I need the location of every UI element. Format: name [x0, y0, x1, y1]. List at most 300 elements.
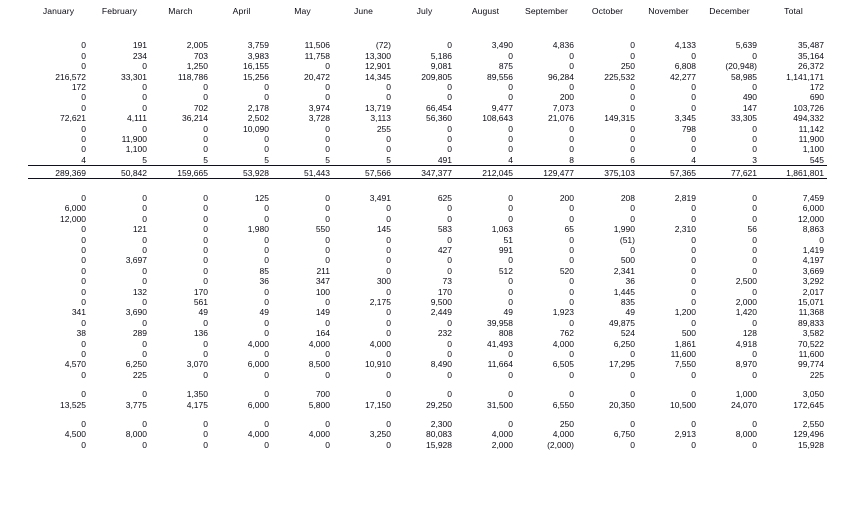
cell-value: 3,697 [125, 255, 147, 266]
cell-value: 33,305 [731, 113, 757, 124]
cell-value: 0 [569, 213, 574, 224]
cell-value: 0 [81, 245, 86, 256]
cell-value: 0 [264, 286, 269, 297]
cell-value: 0 [569, 133, 574, 144]
cell-value: 0 [630, 123, 635, 134]
cell-value: 0 [508, 92, 513, 103]
row-tail-spacer [827, 349, 841, 359]
cell-total: 11,900 [798, 133, 824, 144]
column-header-may: May [294, 6, 311, 16]
cell-value: 0 [386, 213, 391, 224]
cell-value: 3,250 [369, 429, 391, 440]
table-row [0, 102, 841, 112]
cell-value: 0 [569, 348, 574, 359]
row-tail-spacer [827, 50, 841, 60]
cell-value: 0 [630, 92, 635, 103]
cell-value: 208 [620, 193, 635, 204]
cell-value: 9,500 [430, 296, 452, 307]
cell-value: 42,277 [670, 71, 696, 82]
cell-total: 11,600 [798, 348, 824, 359]
cell-value: 1,350 [186, 389, 208, 400]
cell-value: 6,000 [64, 203, 86, 214]
table-row [0, 419, 841, 429]
cell-total: 6,000 [802, 203, 824, 214]
cell-value: 2,178 [247, 102, 269, 113]
cell-value: 0 [569, 369, 574, 380]
cell-value: 0 [325, 245, 330, 256]
cell-value: 24,070 [731, 399, 757, 410]
cell-value: 4,000 [308, 338, 330, 349]
cell-value: 0 [508, 296, 513, 307]
row-lead-spacer [0, 359, 28, 369]
cell-value: 0 [508, 348, 513, 359]
cell-value: 11,664 [487, 359, 513, 370]
cell-value: 2,913 [674, 429, 696, 440]
cell-total: 89,833 [798, 317, 824, 328]
cell-value: 51 [503, 234, 513, 245]
table-row [0, 144, 841, 154]
cell-value: 0 [691, 133, 696, 144]
cell-value: 0 [203, 81, 208, 92]
cell-value: 0 [508, 286, 513, 297]
column-header-september: September [525, 6, 568, 16]
cell-value: 0 [508, 123, 513, 134]
column-header-february: February [101, 6, 138, 16]
cell-value: 250 [620, 61, 635, 72]
cell-value: 0 [691, 418, 696, 429]
row-tail-spacer [827, 144, 841, 154]
cell-value: 49 [198, 307, 208, 318]
cell-value: 0 [691, 296, 696, 307]
cell-value: 1,980 [247, 224, 269, 235]
cell-total: 1,100 [802, 144, 824, 155]
cell-value: 49 [259, 307, 269, 318]
cell-value: 4 [691, 154, 696, 165]
cell-value: 56,360 [426, 113, 452, 124]
table-row [0, 439, 841, 449]
cell-value: 583 [437, 224, 452, 235]
row-lead-spacer [0, 144, 28, 154]
cell-total: 70,522 [798, 338, 824, 349]
row-lead-spacer [0, 429, 28, 439]
cell-value: 4,570 [64, 359, 86, 370]
cell-value: 3,070 [186, 359, 208, 370]
cell-value: 500 [620, 255, 635, 266]
header-lead-spacer [0, 0, 28, 23]
cell-value: 0 [569, 255, 574, 266]
cell-value: 121 [132, 224, 147, 235]
cell-value: 0 [203, 317, 208, 328]
cell-value: 0 [752, 255, 757, 266]
cell-value: 524 [620, 328, 635, 339]
cell-value: 0 [264, 369, 269, 380]
cell-value: 2,449 [430, 307, 452, 318]
cell-value: 250 [559, 418, 574, 429]
row-tail-spacer [827, 307, 841, 317]
cell-value: 0 [752, 439, 757, 450]
cell-value: 13,300 [365, 50, 391, 61]
cell-value: 0 [142, 61, 147, 72]
cell-value: 0 [81, 144, 86, 155]
cell-value: 6,250 [613, 338, 635, 349]
cell-value: 17,295 [609, 359, 635, 370]
cell-value: 0 [325, 369, 330, 380]
row-tail-spacer [827, 328, 841, 338]
cell-value: (72) [375, 40, 391, 51]
cell-value: 0 [325, 144, 330, 155]
cell-value: 1,000 [735, 389, 757, 400]
cell-value: 2,819 [674, 193, 696, 204]
header-gap [0, 23, 841, 40]
cell-value: 149 [315, 307, 330, 318]
cell-value: 211 [316, 265, 330, 276]
cell-value: 20,350 [609, 399, 635, 410]
cell-value: 4 [508, 154, 513, 165]
table-row [0, 399, 841, 409]
row-lead-spacer [0, 123, 28, 133]
cell-value: 200 [559, 92, 574, 103]
cell-total: 225 [809, 369, 824, 380]
cell-total: 35,487 [798, 40, 824, 51]
cell-value: 4,500 [64, 429, 86, 440]
cell-value: 13,525 [60, 399, 86, 410]
cell-value: 57,365 [638, 165, 699, 178]
cell-value: 0 [508, 133, 513, 144]
cell-value: 3,490 [491, 40, 513, 51]
table-row [0, 203, 841, 213]
cell-value: 0 [630, 348, 635, 359]
cell-value: 762 [559, 328, 574, 339]
cell-value: 2,005 [186, 40, 208, 51]
column-header-august: August [471, 6, 500, 16]
cell-value: 0 [142, 296, 147, 307]
row-lead-spacer [0, 307, 28, 317]
cell-value: 4,000 [247, 338, 269, 349]
cell-total: 11,368 [798, 307, 824, 318]
table-row [0, 113, 841, 123]
cell-value: (20,948) [725, 61, 757, 72]
cell-value: 0 [325, 61, 330, 72]
row-lead-spacer [0, 102, 28, 112]
cell-value: 73 [442, 276, 452, 287]
cell-value: 0 [142, 338, 147, 349]
cell-value: 85 [259, 265, 269, 276]
column-header-december: December [709, 6, 750, 16]
cell-value: 129,477 [516, 165, 577, 178]
cell-value: 1,100 [125, 144, 147, 155]
row-tail-spacer [827, 317, 841, 327]
cell-value: 289,369 [28, 165, 89, 178]
cell-total: 99,774 [798, 359, 824, 370]
cell-value: 0 [81, 439, 86, 450]
cell-value: 200 [559, 193, 574, 204]
cell-value: 0 [264, 317, 269, 328]
cell-value: 0 [569, 296, 574, 307]
cell-value: 2,502 [247, 113, 269, 124]
cell-value: 0 [752, 317, 757, 328]
cell-value: 12,000 [60, 213, 86, 224]
row-lead-spacer [0, 203, 28, 213]
table-row [0, 307, 841, 317]
cell-value: 0 [142, 276, 147, 287]
cell-value: 225 [132, 369, 147, 380]
row-tail-spacer [827, 40, 841, 50]
cell-value: 875 [498, 61, 513, 72]
row-lead-spacer [0, 286, 28, 296]
cell-value: 0 [630, 102, 635, 113]
cell-value: 0 [325, 317, 330, 328]
cell-value: 347,377 [394, 165, 455, 178]
cell-value: 0 [203, 255, 208, 266]
cell-value: 164 [315, 328, 330, 339]
cell-value: 6,000 [247, 399, 269, 410]
row-tail-spacer [827, 245, 841, 255]
cell-total: 1,141,171 [786, 71, 824, 82]
cell-value: 520 [559, 265, 574, 276]
cell-value: 0 [142, 123, 147, 134]
cell-value: 57,566 [333, 165, 394, 178]
cell-value: 0 [142, 389, 147, 400]
cell-value: 0 [203, 245, 208, 256]
row-tail-spacer [827, 213, 841, 223]
cell-total: 3,292 [802, 276, 824, 287]
cell-value: 0 [569, 389, 574, 400]
table-row [0, 328, 841, 338]
cell-total: 129,496 [793, 429, 824, 440]
cell-value: 3,345 [674, 113, 696, 124]
cell-value: 0 [142, 245, 147, 256]
spacer-cell [0, 410, 841, 419]
cell-value: 0 [81, 389, 86, 400]
row-tail-spacer [827, 276, 841, 286]
cell-value: 0 [752, 234, 757, 245]
cell-value: 5 [325, 154, 330, 165]
cell-value: 0 [508, 193, 513, 204]
cell-value: 808 [498, 328, 513, 339]
cell-value: 0 [508, 418, 513, 429]
cell-value: 0 [386, 234, 391, 245]
row-lead-spacer [0, 439, 28, 449]
row-tail-spacer [827, 419, 841, 429]
cell-value: 0 [81, 369, 86, 380]
cell-value: 0 [203, 418, 208, 429]
cell-value: 0 [691, 81, 696, 92]
cell-value: 0 [264, 348, 269, 359]
cell-total: 172,645 [793, 399, 824, 410]
cell-value: 0 [386, 439, 391, 450]
cell-value: 550 [315, 224, 330, 235]
row-lead-spacer [0, 134, 28, 144]
cell-value: 108,643 [482, 113, 513, 124]
cell-value: 0 [447, 317, 452, 328]
cell-value: 0 [447, 92, 452, 103]
cell-total: 1,861,801 [760, 165, 827, 178]
column-header-january: January [42, 6, 75, 16]
cell-value: 0 [264, 255, 269, 266]
cell-total: 545 [809, 154, 824, 165]
cell-value: 0 [203, 203, 208, 214]
row-tail-spacer [827, 224, 841, 234]
cell-value: 0 [447, 213, 452, 224]
cell-value: 100 [315, 286, 330, 297]
cell-value: 0 [81, 296, 86, 307]
cell-value: 53,928 [211, 165, 272, 178]
cell-value: 0 [447, 203, 452, 214]
cell-value: 255 [376, 123, 391, 134]
cell-value: 0 [447, 40, 452, 51]
row-tail-spacer [827, 399, 841, 409]
cell-value: 49 [503, 307, 513, 318]
cell-value: 0 [142, 418, 147, 429]
cell-value: 58,985 [731, 71, 757, 82]
cell-value: 0 [203, 193, 208, 204]
cell-value: 209,805 [421, 71, 452, 82]
cell-total: 26,372 [798, 61, 824, 72]
cell-value: 0 [569, 234, 574, 245]
cell-value: 9,081 [430, 61, 452, 72]
cell-value: 0 [386, 307, 391, 318]
cell-value: 3 [752, 154, 757, 165]
row-tail-spacer [827, 193, 841, 203]
cell-value: 7,550 [674, 359, 696, 370]
cell-value: 702 [193, 102, 208, 113]
cell-value: 700 [315, 389, 330, 400]
cell-value: 0 [447, 265, 452, 276]
cell-value: 0 [630, 40, 635, 51]
column-header-july: July [416, 6, 433, 16]
cell-value: 0 [691, 144, 696, 155]
cell-value: 1,250 [186, 61, 208, 72]
cell-value: 0 [203, 338, 208, 349]
cell-value: 0 [81, 338, 86, 349]
column-header-march: March [168, 6, 193, 16]
cell-value: 512 [498, 265, 513, 276]
cell-value: 49 [625, 307, 635, 318]
cell-value: 80,083 [426, 429, 452, 440]
cell-value: 0 [386, 255, 391, 266]
cell-value: 0 [447, 338, 452, 349]
cell-value: 0 [264, 92, 269, 103]
cell-value: 375,103 [577, 165, 638, 178]
table-header [0, 0, 841, 23]
cell-value: 0 [325, 348, 330, 359]
cell-value: 2,341 [613, 265, 635, 276]
cell-value: 300 [376, 276, 391, 287]
row-tail-spacer [827, 203, 841, 213]
cell-total: 4,197 [802, 255, 824, 266]
cell-value: 0 [142, 317, 147, 328]
cell-value: 0 [264, 144, 269, 155]
cell-value: 0 [81, 193, 86, 204]
cell-value: 4,000 [308, 429, 330, 440]
cell-value: 0 [81, 50, 86, 61]
cell-value: 6,808 [674, 61, 696, 72]
cell-value: 0 [630, 213, 635, 224]
table-row [0, 193, 841, 203]
row-lead-spacer [0, 40, 28, 50]
cell-value: 0 [752, 144, 757, 155]
cell-value: 5,800 [308, 399, 330, 410]
cell-value: 10,910 [365, 359, 391, 370]
cell-value: 427 [437, 245, 452, 256]
cell-value: 341 [71, 307, 86, 318]
cell-value: 3,113 [370, 113, 391, 124]
cell-value: 11,506 [304, 40, 330, 51]
cell-value: 0 [386, 81, 391, 92]
cell-value: 0 [325, 296, 330, 307]
cell-value: 3,983 [247, 50, 269, 61]
cell-value: 50,842 [89, 165, 150, 178]
cell-value: 561 [193, 296, 208, 307]
cell-value: 1,861 [674, 338, 696, 349]
cell-value: 0 [203, 144, 208, 155]
cell-value: 21,076 [548, 113, 574, 124]
row-lead-spacer [0, 297, 28, 307]
cell-value: 29,250 [426, 399, 452, 410]
cell-value: 0 [630, 245, 635, 256]
cell-value: 0 [691, 50, 696, 61]
cell-value: 0 [691, 286, 696, 297]
cell-value: 0 [386, 286, 391, 297]
spacer-cell [0, 178, 841, 193]
cell-value: 2,500 [735, 276, 757, 287]
cell-value: 798 [681, 123, 696, 134]
cell-value: 0 [569, 144, 574, 155]
cell-value: 0 [386, 328, 391, 339]
row-lead-spacer [0, 255, 28, 265]
spacer-cell [0, 380, 841, 389]
cell-value: 703 [193, 50, 208, 61]
cell-value: 5 [203, 154, 208, 165]
cell-value: 4,111 [126, 113, 147, 124]
cell-value: 72,621 [60, 113, 86, 124]
cell-value: 0 [752, 213, 757, 224]
cell-value: 0 [752, 348, 757, 359]
cell-total: 3,669 [802, 265, 824, 276]
cell-value: 10,090 [243, 123, 269, 134]
cell-value: 0 [203, 265, 208, 276]
cell-value: 0 [569, 203, 574, 214]
cell-total: 2,550 [802, 418, 824, 429]
cell-value: 0 [325, 203, 330, 214]
cell-value: 3,974 [308, 102, 330, 113]
cell-value: 3,491 [369, 193, 391, 204]
cell-value: 212,045 [455, 165, 516, 178]
table-row [0, 369, 841, 379]
cell-total: 3,582 [802, 328, 824, 339]
cell-value: 11,758 [304, 50, 330, 61]
cell-total: 1,419 [802, 245, 824, 256]
cell-value: 16,155 [243, 61, 269, 72]
cell-value: 149,315 [604, 113, 635, 124]
row-tail-spacer [827, 297, 841, 307]
cell-value: 225,532 [604, 71, 635, 82]
cell-value: 6 [630, 154, 635, 165]
cell-value: 5 [142, 154, 147, 165]
row-lead-spacer [0, 82, 28, 92]
cell-value: 0 [264, 328, 269, 339]
cell-value: 0 [264, 389, 269, 400]
cell-value: 0 [691, 203, 696, 214]
cell-value: 0 [142, 348, 147, 359]
cell-value: 6,550 [552, 399, 574, 410]
cell-value: 0 [81, 123, 86, 134]
cell-value: 170 [193, 286, 208, 297]
row-tail-spacer [827, 265, 841, 275]
cell-value: 0 [691, 92, 696, 103]
cell-value: 0 [386, 265, 391, 276]
cell-total: 494,332 [793, 113, 824, 124]
